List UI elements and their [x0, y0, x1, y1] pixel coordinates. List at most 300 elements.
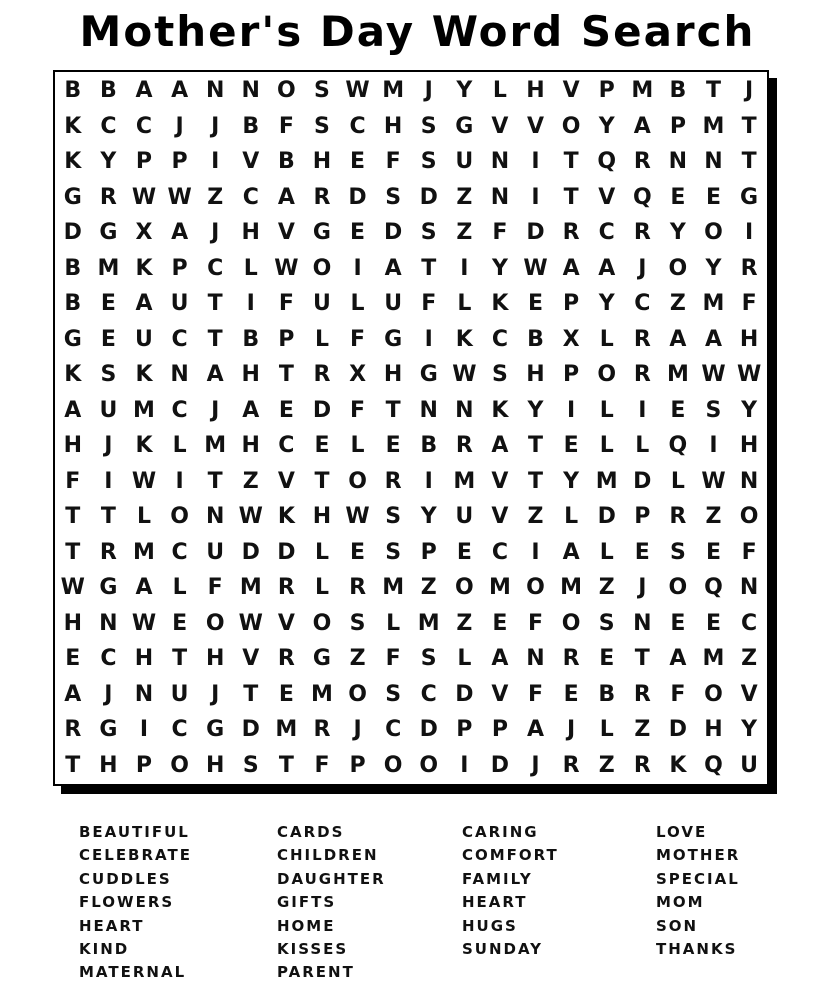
grid-letter-cell[interactable]: H — [205, 646, 225, 671]
grid-letter-cell[interactable]: G — [455, 113, 474, 139]
grid-letter-cell[interactable]: A — [171, 220, 189, 245]
grid-letter-cell[interactable]: M — [239, 575, 262, 600]
grid-letter-cell[interactable]: T — [705, 78, 721, 103]
grid-letter-cell[interactable]: R — [99, 184, 117, 210]
grid-letter-cell[interactable]: V — [740, 681, 758, 707]
grid-letter-cell[interactable]: N — [205, 504, 225, 529]
grid-letter-cell[interactable]: P — [634, 504, 651, 529]
grid-letter-cell[interactable]: O — [561, 610, 581, 636]
grid-letter-cell[interactable]: W — [238, 610, 263, 636]
grid-letter-cell[interactable]: N — [455, 397, 474, 423]
grid-letter-cell[interactable]: L — [172, 575, 187, 600]
grid-letter-cell[interactable]: C — [242, 184, 259, 210]
grid-letter-cell[interactable]: B — [64, 291, 82, 316]
grid-letter-cell[interactable]: X — [349, 362, 367, 387]
grid-letter-cell[interactable]: U — [99, 397, 118, 423]
grid-letter-cell[interactable]: N — [205, 78, 225, 103]
grid-letter-cell[interactable]: K — [491, 291, 509, 316]
grid-letter-cell[interactable]: R — [562, 646, 580, 671]
grid-letter-cell[interactable]: E — [385, 433, 401, 458]
grid-letter-cell[interactable]: M — [595, 468, 618, 494]
grid-letter-cell[interactable]: D — [633, 468, 652, 494]
grid-letter-cell[interactable]: I — [531, 184, 540, 210]
grid-letter-cell[interactable]: B — [527, 326, 544, 352]
grid-letter-cell[interactable]: S — [491, 362, 508, 387]
grid-letter-cell[interactable]: Z — [456, 610, 473, 636]
grid-letter-cell[interactable]: Q — [668, 433, 688, 458]
grid-letter-cell[interactable]: V — [277, 220, 295, 245]
grid-letter-cell[interactable]: P — [171, 255, 188, 281]
grid-letter-cell[interactable]: C — [171, 326, 188, 352]
grid-letter-cell[interactable]: O — [454, 575, 474, 600]
grid-letter-cell[interactable]: T — [207, 468, 223, 494]
grid-letter-cell[interactable]: Y — [598, 113, 615, 139]
grid-letter-cell[interactable]: N — [241, 78, 260, 103]
grid-letter-cell[interactable]: N — [668, 149, 688, 174]
grid-letter-cell[interactable]: A — [384, 255, 402, 281]
grid-letter-cell[interactable]: O — [597, 362, 617, 387]
grid-letter-cell[interactable]: D — [419, 717, 438, 742]
grid-letter-cell[interactable]: A — [562, 539, 580, 565]
grid-letter-cell[interactable]: U — [170, 681, 189, 707]
grid-letter-cell[interactable]: A — [277, 184, 295, 210]
grid-letter-cell[interactable]: Y — [491, 255, 508, 281]
grid-letter-cell[interactable]: F — [350, 397, 366, 423]
grid-letter-cell[interactable]: H — [526, 78, 545, 103]
grid-letter-cell[interactable]: K — [135, 255, 153, 281]
grid-letter-cell[interactable]: Z — [242, 468, 259, 494]
grid-letter-cell[interactable]: I — [211, 149, 220, 174]
grid-letter-cell[interactable]: F — [350, 326, 366, 352]
grid-letter-cell[interactable]: Z — [349, 646, 366, 671]
grid-letter-cell[interactable]: R — [384, 468, 402, 494]
grid-letter-cell[interactable]: J — [104, 681, 113, 707]
grid-letter-cell[interactable]: T — [243, 681, 259, 707]
grid-letter-cell[interactable]: R — [277, 646, 295, 671]
grid-letter-cell[interactable]: T — [741, 149, 757, 174]
grid-letter-cell[interactable]: S — [385, 184, 402, 210]
grid-letter-cell[interactable]: T — [421, 255, 437, 281]
grid-letter-cell[interactable]: E — [278, 397, 294, 423]
grid-letter-cell[interactable]: A — [491, 433, 509, 458]
grid-letter-cell[interactable]: N — [490, 149, 510, 174]
grid-letter-cell[interactable]: C — [349, 113, 366, 139]
grid-letter-cell[interactable]: L — [670, 468, 685, 494]
grid-letter-cell[interactable]: R — [633, 362, 651, 387]
grid-letter-cell[interactable]: T — [385, 397, 401, 423]
grid-letter-cell[interactable]: E — [599, 646, 615, 671]
grid-letter-cell[interactable]: M — [488, 575, 511, 600]
grid-letter-cell[interactable]: R — [349, 575, 367, 600]
grid-letter-cell[interactable]: O — [704, 220, 723, 245]
grid-letter-cell[interactable]: S — [420, 149, 437, 174]
grid-letter-cell[interactable]: I — [353, 255, 362, 281]
grid-letter-cell[interactable]: A — [135, 575, 153, 600]
grid-letter-cell[interactable]: S — [420, 220, 437, 245]
grid-letter-cell[interactable]: R — [562, 752, 580, 778]
grid-letter-cell[interactable]: E — [492, 610, 508, 636]
grid-letter-cell[interactable]: L — [599, 717, 614, 742]
grid-letter-cell[interactable]: K — [64, 362, 82, 387]
grid-letter-cell[interactable]: C — [171, 717, 188, 742]
grid-letter-cell[interactable]: W — [701, 362, 726, 387]
grid-letter-cell[interactable]: S — [385, 681, 402, 707]
grid-letter-cell[interactable]: Y — [563, 468, 580, 494]
grid-letter-cell[interactable]: M — [382, 78, 405, 103]
grid-letter-cell[interactable]: B — [242, 113, 260, 139]
grid-letter-cell[interactable]: B — [64, 255, 82, 281]
grid-letter-cell[interactable]: L — [457, 646, 472, 671]
grid-letter-cell[interactable]: Z — [634, 717, 651, 742]
grid-letter-cell[interactable]: W — [131, 184, 157, 210]
grid-letter-cell[interactable]: G — [99, 220, 118, 245]
grid-letter-cell[interactable]: L — [599, 433, 614, 458]
grid-letter-cell[interactable]: U — [384, 291, 403, 316]
grid-letter-cell[interactable]: V — [491, 113, 509, 139]
grid-letter-cell[interactable]: H — [241, 220, 260, 245]
grid-letter-cell[interactable]: G — [312, 220, 331, 245]
grid-letter-cell[interactable]: M — [560, 575, 583, 600]
grid-letter-cell[interactable]: D — [526, 220, 545, 245]
grid-letter-cell[interactable]: Y — [741, 397, 758, 423]
grid-letter-cell[interactable]: E — [100, 326, 116, 352]
grid-letter-cell[interactable]: S — [314, 113, 330, 139]
grid-letter-cell[interactable]: K — [135, 433, 153, 458]
grid-letter-cell[interactable]: F — [421, 291, 437, 316]
grid-letter-cell[interactable]: L — [172, 433, 187, 458]
grid-letter-cell[interactable]: D — [241, 717, 260, 742]
grid-letter-cell[interactable]: I — [175, 468, 184, 494]
grid-letter-cell[interactable]: S — [242, 752, 259, 778]
grid-letter-cell[interactable]: M — [702, 113, 725, 139]
grid-letter-cell[interactable]: H — [99, 752, 118, 778]
grid-letter-cell[interactable]: D — [241, 539, 260, 565]
grid-letter-cell[interactable]: G — [419, 362, 438, 387]
grid-letter-cell[interactable]: W — [452, 362, 477, 387]
grid-letter-cell[interactable]: S — [420, 113, 437, 139]
grid-letter-cell[interactable]: N — [170, 362, 189, 387]
grid-letter-cell[interactable]: A — [242, 397, 260, 423]
grid-letter-cell[interactable]: I — [638, 397, 647, 423]
grid-letter-cell[interactable]: L — [386, 610, 401, 636]
grid-letter-cell[interactable]: M — [453, 468, 476, 494]
grid-letter-cell[interactable]: L — [457, 291, 472, 316]
grid-letter-cell[interactable]: W — [523, 255, 548, 281]
grid-letter-cell[interactable]: I — [424, 326, 433, 352]
grid-letter-cell[interactable]: E — [528, 291, 544, 316]
grid-letter-cell[interactable]: O — [348, 681, 367, 707]
grid-letter-cell[interactable]: T — [65, 539, 81, 565]
grid-letter-cell[interactable]: L — [492, 78, 507, 103]
grid-letter-cell[interactable]: J — [638, 255, 647, 281]
grid-letter-cell[interactable]: U — [135, 326, 153, 352]
grid-letter-cell[interactable]: H — [383, 362, 403, 387]
grid-letter-cell[interactable]: N — [490, 184, 510, 210]
grid-letter-cell[interactable]: N — [526, 646, 545, 671]
grid-letter-cell[interactable]: M — [133, 397, 155, 423]
grid-letter-cell[interactable]: S — [100, 362, 117, 387]
grid-letter-cell[interactable]: U — [206, 539, 225, 565]
grid-letter-cell[interactable]: X — [562, 326, 580, 352]
grid-letter-cell[interactable]: H — [383, 113, 403, 139]
grid-letter-cell[interactable]: X — [135, 220, 153, 245]
grid-letter-cell[interactable]: R — [313, 362, 331, 387]
grid-letter-cell[interactable]: H — [205, 752, 225, 778]
grid-letter-cell[interactable]: A — [669, 646, 687, 671]
grid-letter-cell[interactable]: F — [528, 681, 544, 707]
grid-letter-cell[interactable]: A — [206, 362, 224, 387]
grid-letter-cell[interactable]: W — [274, 255, 299, 281]
grid-letter-cell[interactable]: R — [277, 575, 295, 600]
grid-letter-cell[interactable]: J — [211, 681, 220, 707]
grid-letter-cell[interactable]: T — [278, 362, 294, 387]
grid-letter-cell[interactable]: T — [65, 504, 81, 529]
grid-letter-cell[interactable]: D — [63, 220, 82, 245]
grid-letter-cell[interactable]: P — [598, 78, 615, 103]
grid-letter-cell[interactable]: C — [171, 397, 188, 423]
grid-letter-cell[interactable]: A — [669, 326, 687, 352]
grid-letter-cell[interactable]: P — [349, 752, 366, 778]
grid-letter-cell[interactable]: S — [385, 539, 402, 565]
grid-letter-cell[interactable]: I — [460, 255, 469, 281]
grid-letter-cell[interactable]: K — [277, 504, 295, 529]
grid-letter-cell[interactable]: Y — [420, 504, 437, 529]
grid-letter-cell[interactable]: D — [312, 397, 332, 423]
grid-letter-cell[interactable]: T — [278, 752, 294, 778]
grid-letter-cell[interactable]: Z — [705, 504, 722, 529]
grid-letter-cell[interactable]: A — [135, 291, 153, 316]
grid-letter-cell[interactable]: V — [491, 468, 509, 494]
grid-letter-cell[interactable]: F — [314, 752, 330, 778]
grid-letter-cell[interactable]: L — [314, 539, 329, 565]
grid-letter-cell[interactable]: C — [491, 539, 508, 565]
grid-letter-cell[interactable]: J — [211, 220, 220, 245]
grid-letter-cell[interactable]: R — [633, 149, 651, 174]
grid-letter-cell[interactable]: M — [275, 717, 298, 742]
grid-letter-cell[interactable]: M — [417, 610, 440, 636]
grid-letter-cell[interactable]: W — [167, 184, 192, 210]
grid-letter-cell[interactable]: G — [312, 646, 331, 671]
grid-letter-cell[interactable]: N — [704, 149, 723, 174]
grid-letter-cell[interactable]: I — [744, 220, 754, 245]
grid-letter-cell[interactable]: P — [171, 149, 188, 174]
grid-letter-cell[interactable]: J — [567, 717, 576, 742]
grid-letter-cell[interactable]: C — [385, 717, 402, 742]
grid-letter-cell[interactable]: H — [312, 504, 332, 529]
grid-letter-cell[interactable]: A — [491, 646, 509, 671]
grid-letter-cell[interactable]: O — [383, 752, 403, 778]
grid-letter-cell[interactable]: G — [99, 575, 118, 600]
grid-letter-cell[interactable]: U — [170, 291, 189, 316]
grid-letter-cell[interactable]: E — [65, 646, 81, 671]
grid-letter-cell[interactable]: L — [350, 433, 365, 458]
grid-letter-cell[interactable]: L — [243, 255, 258, 281]
grid-letter-cell[interactable]: E — [705, 184, 721, 210]
grid-letter-cell[interactable]: I — [531, 539, 540, 565]
grid-letter-cell[interactable]: P — [420, 539, 437, 565]
grid-letter-cell[interactable]: I — [246, 291, 255, 316]
grid-letter-cell[interactable]: F — [385, 149, 401, 174]
grid-letter-cell[interactable]: B — [100, 78, 117, 103]
grid-letter-cell[interactable]: R — [633, 220, 651, 245]
grid-letter-cell[interactable]: R — [633, 752, 651, 778]
grid-letter-cell[interactable]: R — [455, 433, 473, 458]
grid-letter-cell[interactable]: G — [384, 326, 403, 352]
grid-letter-cell[interactable]: D — [597, 504, 616, 529]
grid-letter-cell[interactable]: H — [63, 433, 82, 458]
grid-letter-cell[interactable]: Y — [456, 78, 473, 103]
grid-letter-cell[interactable]: A — [598, 255, 616, 281]
grid-letter-cell[interactable]: E — [670, 397, 686, 423]
grid-letter-cell[interactable]: T — [528, 433, 544, 458]
grid-letter-cell[interactable]: J — [531, 752, 540, 778]
grid-letter-cell[interactable]: P — [669, 113, 686, 139]
grid-letter-cell[interactable]: Z — [456, 220, 473, 245]
grid-letter-cell[interactable]: J — [211, 397, 220, 423]
grid-letter-cell[interactable]: B — [64, 78, 82, 103]
grid-letter-cell[interactable]: F — [670, 681, 686, 707]
grid-letter-cell[interactable]: F — [278, 291, 294, 316]
grid-letter-cell[interactable]: T — [207, 291, 223, 316]
grid-letter-cell[interactable]: T — [314, 468, 330, 494]
grid-letter-cell[interactable]: I — [460, 752, 469, 778]
grid-letter-cell[interactable]: C — [207, 255, 224, 281]
grid-letter-cell[interactable]: Y — [741, 717, 758, 742]
grid-letter-cell[interactable]: B — [242, 326, 260, 352]
grid-letter-cell[interactable]: C — [171, 539, 188, 565]
grid-letter-cell[interactable]: W — [60, 575, 85, 600]
grid-letter-cell[interactable]: W — [131, 610, 157, 636]
grid-letter-cell[interactable]: A — [64, 397, 82, 423]
grid-letter-cell[interactable]: J — [744, 78, 754, 103]
grid-letter-cell[interactable]: M — [97, 255, 120, 281]
grid-letter-cell[interactable]: Y — [598, 291, 615, 316]
grid-letter-cell[interactable]: K — [64, 113, 82, 139]
grid-letter-cell[interactable]: E — [705, 539, 721, 565]
grid-letter-cell[interactable]: D — [419, 184, 438, 210]
grid-letter-cell[interactable]: C — [598, 220, 615, 245]
grid-letter-cell[interactable]: P — [563, 291, 580, 316]
grid-letter-cell[interactable]: M — [666, 362, 689, 387]
grid-letter-cell[interactable]: C — [135, 113, 153, 139]
grid-letter-cell[interactable]: Q — [632, 184, 652, 210]
grid-letter-cell[interactable]: M — [204, 433, 227, 458]
grid-letter-cell[interactable]: V — [598, 184, 616, 210]
grid-letter-cell[interactable]: H — [739, 326, 759, 352]
grid-letter-cell[interactable]: Q — [704, 575, 723, 600]
grid-letter-cell[interactable]: J — [211, 113, 220, 139]
grid-letter-cell[interactable]: H — [134, 646, 154, 671]
grid-letter-cell[interactable]: W — [736, 362, 762, 387]
grid-letter-cell[interactable]: M — [702, 291, 725, 316]
grid-letter-cell[interactable]: G — [63, 184, 82, 210]
grid-letter-cell[interactable]: D — [490, 752, 510, 778]
grid-letter-cell[interactable]: P — [278, 326, 295, 352]
grid-letter-cell[interactable]: R — [740, 255, 758, 281]
grid-letter-cell[interactable]: C — [100, 113, 117, 139]
grid-letter-cell[interactable]: V — [527, 113, 545, 139]
grid-letter-cell[interactable]: R — [633, 681, 651, 707]
grid-letter-cell[interactable]: G — [740, 184, 759, 210]
grid-letter-cell[interactable]: H — [63, 610, 82, 636]
grid-letter-cell[interactable]: A — [704, 326, 722, 352]
grid-letter-cell[interactable]: F — [385, 646, 401, 671]
grid-letter-cell[interactable]: F — [492, 220, 508, 245]
grid-letter-cell[interactable]: W — [345, 78, 370, 103]
grid-letter-cell[interactable]: H — [704, 717, 723, 742]
grid-letter-cell[interactable]: G — [63, 326, 82, 352]
grid-letter-cell[interactable]: F — [741, 291, 757, 316]
grid-letter-cell[interactable]: L — [599, 397, 614, 423]
grid-letter-cell[interactable]: T — [207, 326, 223, 352]
grid-letter-cell[interactable]: V — [242, 646, 260, 671]
grid-letter-cell[interactable]: D — [384, 220, 403, 245]
grid-letter-cell[interactable]: O — [170, 752, 189, 778]
grid-letter-cell[interactable]: L — [314, 326, 329, 352]
grid-letter-cell[interactable]: F — [65, 468, 81, 494]
grid-letter-cell[interactable]: G — [99, 717, 118, 742]
grid-letter-cell[interactable]: U — [313, 291, 331, 316]
grid-letter-cell[interactable]: G — [206, 717, 225, 742]
grid-letter-cell[interactable]: I — [104, 468, 113, 494]
grid-letter-cell[interactable]: F — [741, 539, 757, 565]
grid-letter-cell[interactable]: L — [599, 326, 614, 352]
grid-letter-cell[interactable]: M — [382, 575, 405, 600]
grid-letter-cell[interactable]: J — [424, 78, 433, 103]
grid-letter-cell[interactable]: K — [491, 397, 509, 423]
grid-letter-cell[interactable]: C — [491, 326, 508, 352]
grid-letter-cell[interactable]: K — [135, 362, 153, 387]
grid-letter-cell[interactable]: E — [278, 681, 294, 707]
grid-letter-cell[interactable]: T — [741, 113, 757, 139]
grid-letter-cell[interactable]: E — [705, 610, 721, 636]
grid-letter-cell[interactable]: L — [635, 433, 650, 458]
grid-letter-cell[interactable]: F — [278, 113, 294, 139]
grid-letter-cell[interactable]: Z — [598, 752, 615, 778]
grid-letter-cell[interactable]: R — [669, 504, 687, 529]
grid-letter-cell[interactable]: I — [709, 433, 718, 458]
grid-letter-cell[interactable]: L — [564, 504, 579, 529]
grid-letter-cell[interactable]: W — [345, 504, 370, 529]
grid-letter-cell[interactable]: T — [172, 646, 188, 671]
grid-letter-cell[interactable]: U — [740, 752, 759, 778]
grid-letter-cell[interactable]: N — [739, 575, 759, 600]
grid-letter-cell[interactable]: A — [64, 681, 82, 707]
grid-letter-cell[interactable]: K — [455, 326, 473, 352]
grid-letter-cell[interactable]: A — [135, 78, 153, 103]
grid-letter-cell[interactable]: J — [638, 575, 647, 600]
grid-letter-cell[interactable]: I — [424, 468, 433, 494]
grid-letter-cell[interactable]: E — [350, 220, 366, 245]
grid-letter-cell[interactable]: S — [420, 646, 437, 671]
grid-letter-cell[interactable]: I — [531, 149, 540, 174]
grid-letter-cell[interactable]: Z — [456, 184, 473, 210]
grid-letter-cell[interactable]: Z — [598, 575, 615, 600]
grid-letter-cell[interactable]: D — [277, 539, 296, 565]
grid-letter-cell[interactable]: P — [563, 362, 580, 387]
grid-letter-cell[interactable]: L — [599, 539, 614, 565]
grid-letter-cell[interactable]: K — [669, 752, 687, 778]
grid-letter-cell[interactable]: U — [455, 504, 474, 529]
grid-letter-cell[interactable]: T — [563, 184, 579, 210]
grid-letter-cell[interactable]: W — [238, 504, 263, 529]
grid-letter-cell[interactable]: V — [277, 468, 295, 494]
grid-letter-cell[interactable]: E — [563, 433, 579, 458]
grid-letter-cell[interactable]: A — [527, 717, 545, 742]
grid-letter-cell[interactable]: D — [455, 681, 474, 707]
grid-letter-cell[interactable]: E — [670, 184, 686, 210]
grid-letter-cell[interactable]: H — [241, 433, 260, 458]
